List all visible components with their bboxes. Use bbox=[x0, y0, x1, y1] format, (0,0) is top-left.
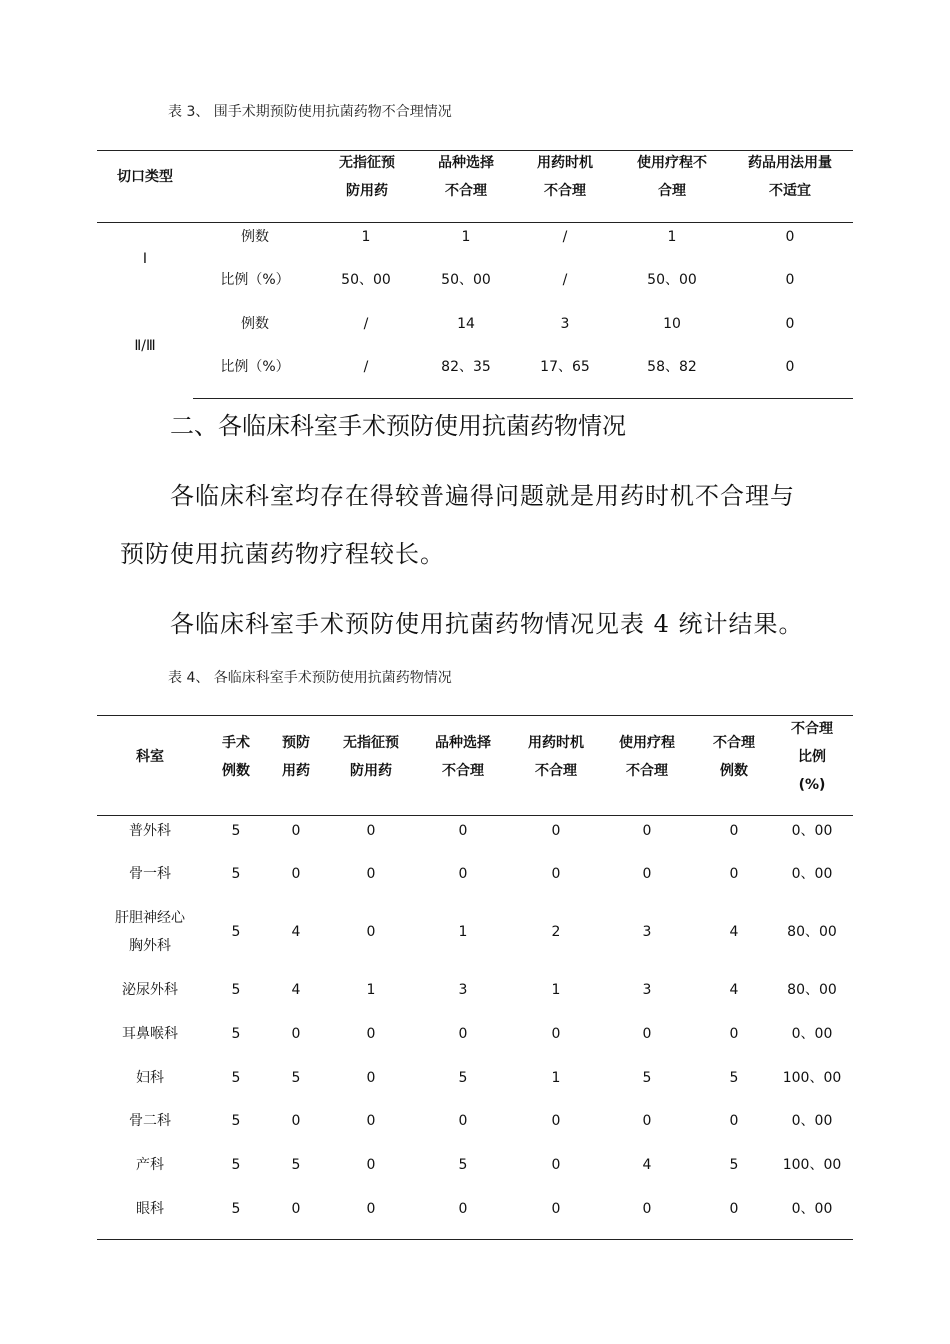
table3-cell: / bbox=[363, 316, 369, 332]
table4-cell: 5 bbox=[458, 1070, 468, 1086]
table4-cell: 0 bbox=[366, 1026, 376, 1042]
table4-dept: 眼科 bbox=[136, 1201, 164, 1217]
table4-header-8: 不合理 比例 (%) bbox=[791, 721, 833, 793]
table3-cell: / bbox=[562, 272, 568, 288]
table4-cell: 0 bbox=[458, 823, 468, 839]
table4-cell: 0 bbox=[366, 823, 376, 839]
table3-cell: 1 bbox=[667, 229, 677, 245]
table4-cell: 4 bbox=[642, 1157, 652, 1173]
table4-cell: 0 bbox=[642, 1026, 652, 1042]
table4-cell: 0 bbox=[458, 1113, 468, 1129]
section-heading: 二、各临床科室手术预防使用抗菌药物情况 bbox=[170, 412, 626, 440]
table4-cell: 0 bbox=[551, 823, 561, 839]
table4-cell: 4 bbox=[291, 924, 301, 940]
table4-cell: 5 bbox=[729, 1157, 739, 1173]
table3-cell: 0 bbox=[785, 272, 795, 288]
table3-header-1: 无指征预 防用药 bbox=[339, 155, 395, 199]
table4-caption: 表 4、 各临床科室手术预防使用抗菌药物情况 bbox=[168, 670, 452, 686]
table4-cell: 0 bbox=[729, 1026, 739, 1042]
table4-cell: 1 bbox=[551, 982, 561, 998]
table4-cell: 0 bbox=[551, 1026, 561, 1042]
table4-cell: 4 bbox=[729, 982, 739, 998]
table4-cell: 4 bbox=[729, 924, 739, 940]
table4-cell: 0、00 bbox=[791, 823, 833, 839]
table4-cell: 0 bbox=[642, 1201, 652, 1217]
table4-cell: 3 bbox=[458, 982, 468, 998]
table4-cell: 0 bbox=[366, 1157, 376, 1173]
table3-cell: 0 bbox=[785, 359, 795, 375]
table4-cell: 0 bbox=[291, 866, 301, 882]
table4-cell: 0 bbox=[729, 1113, 739, 1129]
table4-top-rule bbox=[97, 715, 853, 716]
table4-cell: 3 bbox=[642, 924, 652, 940]
table4-cell: 5 bbox=[458, 1157, 468, 1173]
table4-cell: 0 bbox=[458, 866, 468, 882]
table4-cell: 5 bbox=[729, 1070, 739, 1086]
table4-cell: 0 bbox=[366, 1070, 376, 1086]
table4-cell: 0 bbox=[291, 823, 301, 839]
table4-bottom-rule bbox=[97, 1239, 853, 1240]
table4-cell: 5 bbox=[291, 1157, 301, 1173]
table3-cell: 14 bbox=[457, 316, 475, 332]
table4-cell: 0 bbox=[291, 1201, 301, 1217]
table4-cell: 0 bbox=[729, 823, 739, 839]
table4-header-rule bbox=[97, 815, 853, 816]
table4-header-2: 预防 用药 bbox=[282, 735, 310, 779]
table3-cell: 17、65 bbox=[540, 359, 590, 375]
table4-dept: 产科 bbox=[136, 1157, 164, 1173]
table3-row-label: 比例（%） bbox=[220, 272, 290, 288]
table3-cell: 82、35 bbox=[441, 359, 491, 375]
table3-cell: 58、82 bbox=[647, 359, 697, 375]
table4-cell: 0 bbox=[729, 866, 739, 882]
table3-cell: / bbox=[562, 229, 568, 245]
table4-cell: 5 bbox=[231, 924, 241, 940]
table4-cell: 5 bbox=[231, 1201, 241, 1217]
table3-cell: 0 bbox=[785, 229, 795, 245]
table4-cell: 80、00 bbox=[787, 982, 837, 998]
table4-cell: 0、00 bbox=[791, 1113, 833, 1129]
table3-row-label: 例数 bbox=[241, 316, 269, 332]
table4-header-7: 不合理 例数 bbox=[713, 735, 755, 779]
table3-cell: 0 bbox=[785, 316, 795, 332]
table4-cell: 5 bbox=[231, 866, 241, 882]
table4-dept: 泌尿外科 bbox=[122, 982, 178, 998]
table3-header-5: 药品用法用量 不适宜 bbox=[748, 155, 832, 199]
table4-cell: 0 bbox=[642, 866, 652, 882]
table4-dept: 妇科 bbox=[136, 1070, 164, 1086]
table4-header-4: 品种选择 不合理 bbox=[435, 735, 491, 779]
table4-cell: 5 bbox=[231, 1113, 241, 1129]
table4-cell: 100、00 bbox=[782, 1157, 842, 1173]
table4-header-5: 用药时机 不合理 bbox=[528, 735, 584, 779]
table4-cell: 80、00 bbox=[787, 924, 837, 940]
table4-cell: 4 bbox=[291, 982, 301, 998]
table4-cell: 0 bbox=[729, 1201, 739, 1217]
table3-header-0: 切口类型 bbox=[117, 169, 173, 185]
table4-cell: 1 bbox=[458, 924, 468, 940]
table3-caption: 表 3、 围手术期预防使用抗菌药物不合理情况 bbox=[168, 104, 452, 120]
table4-cell: 1 bbox=[366, 982, 376, 998]
table4-cell: 0 bbox=[366, 1201, 376, 1217]
table4-cell: 0 bbox=[291, 1113, 301, 1129]
table4-cell: 0、00 bbox=[791, 1201, 833, 1217]
table3-cell: 50、00 bbox=[441, 272, 491, 288]
table3-cell: 50、00 bbox=[647, 272, 697, 288]
table3-header-2: 品种选择 不合理 bbox=[438, 155, 494, 199]
table4-cell: 0 bbox=[366, 1113, 376, 1129]
table4-dept: 普外科 bbox=[129, 823, 171, 839]
table4-cell: 0 bbox=[458, 1026, 468, 1042]
table4-cell: 0 bbox=[551, 1113, 561, 1129]
table4-cell: 2 bbox=[551, 924, 561, 940]
table4-cell: 5 bbox=[231, 1070, 241, 1086]
table4-dept: 骨一科 bbox=[129, 866, 171, 882]
table3-cell: 1 bbox=[461, 229, 471, 245]
table4-cell: 0 bbox=[551, 1201, 561, 1217]
table3-bottom-rule bbox=[193, 398, 853, 399]
table3-cell: 50、00 bbox=[341, 272, 391, 288]
table4-cell: 0 bbox=[291, 1026, 301, 1042]
table3-cell: 10 bbox=[663, 316, 681, 332]
table3-type-0: Ⅰ bbox=[142, 250, 148, 267]
table3-cell: 3 bbox=[560, 316, 570, 332]
table4-cell: 5 bbox=[291, 1070, 301, 1086]
table3-row-label: 例数 bbox=[241, 229, 269, 245]
table4-header-1: 手术 例数 bbox=[222, 735, 250, 779]
table4-cell: 0、00 bbox=[791, 866, 833, 882]
table4-cell: 100、00 bbox=[782, 1070, 842, 1086]
table4-cell: 0 bbox=[366, 924, 376, 940]
table4-cell: 0 bbox=[551, 866, 561, 882]
table4-cell: 3 bbox=[642, 982, 652, 998]
table4-cell: 5 bbox=[231, 982, 241, 998]
table4-cell: 0 bbox=[551, 1157, 561, 1173]
table3-cell: 1 bbox=[361, 229, 371, 245]
table4-cell: 0 bbox=[366, 866, 376, 882]
table4-header-0: 科室 bbox=[136, 749, 164, 765]
table4-cell: 5 bbox=[642, 1070, 652, 1086]
table4-dept: 骨二科 bbox=[129, 1113, 171, 1129]
table3-header-3: 用药时机 不合理 bbox=[537, 155, 593, 199]
table4-cell: 1 bbox=[551, 1070, 561, 1086]
table4-dept: 肝胆神经心 胸外科 bbox=[115, 910, 185, 954]
paragraph2: 各临床科室手术预防使用抗菌药物情况见表 4 统计结果。 bbox=[170, 610, 804, 638]
table3-header-4: 使用疗程不 合理 bbox=[637, 155, 707, 199]
table3-row-label: 比例（%） bbox=[220, 359, 290, 375]
table4-header-6: 使用疗程 不合理 bbox=[619, 735, 675, 779]
paragraph1-line1: 各临床科室均存在得较普遍得问题就是用药时机不合理与 bbox=[170, 482, 795, 510]
table3-cell: / bbox=[363, 359, 369, 375]
table4-cell: 5 bbox=[231, 823, 241, 839]
table4-cell: 5 bbox=[231, 1026, 241, 1042]
table4-cell: 0 bbox=[458, 1201, 468, 1217]
table4-dept: 耳鼻喉科 bbox=[122, 1026, 178, 1042]
table4-cell: 0 bbox=[642, 823, 652, 839]
paragraph1-line2: 预防使用抗菌药物疗程较长。 bbox=[120, 540, 445, 568]
table4-cell: 0、00 bbox=[791, 1026, 833, 1042]
table4-cell: 0 bbox=[642, 1113, 652, 1129]
table4-cell: 5 bbox=[231, 1157, 241, 1173]
table3-type-1: Ⅱ/Ⅲ bbox=[134, 337, 156, 354]
table4-header-3: 无指征预 防用药 bbox=[343, 735, 399, 779]
